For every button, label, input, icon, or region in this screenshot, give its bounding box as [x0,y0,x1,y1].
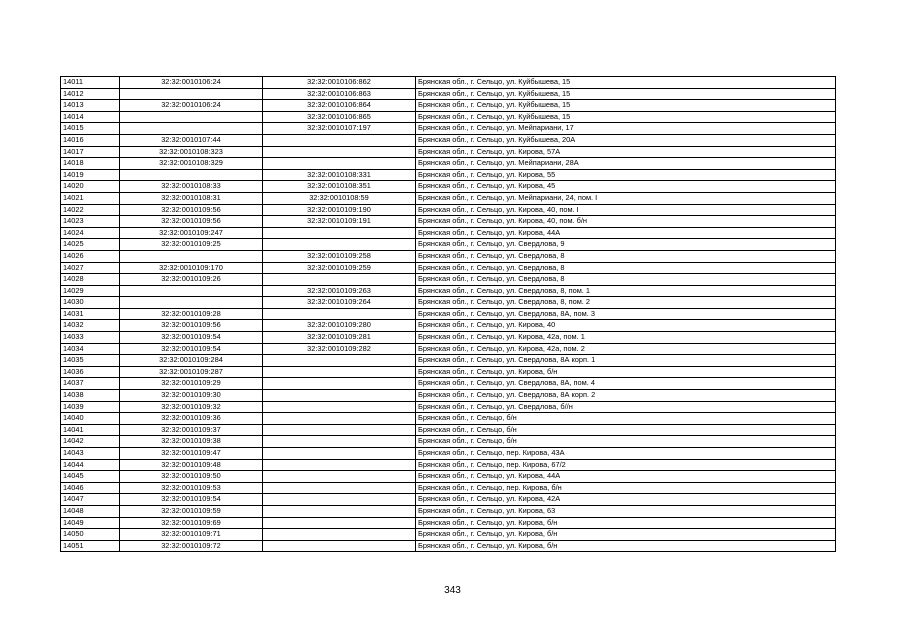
table-row [61,100,836,112]
row-number-cell: 14019 [61,169,120,181]
parcel-cadastral-number-cell: 32:32:0010109:54 [120,494,263,506]
table-row [61,250,836,262]
object-cadastral-number-cell [263,540,416,552]
address-cell: Брянская обл., г. Сельцо, ул. Кирова, 42а, пом. 1 [416,332,836,344]
object-cadastral-number-cell [263,436,416,448]
parcel-cadastral-number-cell: 32:32:0010108:329 [120,158,263,170]
table-row [61,401,836,413]
parcel-cadastral-number-cell: 32:32:0010109:287 [120,366,263,378]
table-row [61,355,836,367]
address-cell: Брянская обл., г. Сельцо, ул. Кирова, б/н [416,517,836,529]
address-cell: Брянская обл., г. Сельцо, ул. Куйбышева, 20А [416,134,836,146]
address-cell: Брянская обл., г. Сельцо, ул. Свердлова, 8 [416,262,836,274]
object-cadastral-number-cell [263,517,416,529]
table-row [61,192,836,204]
parcel-cadastral-number-cell: 32:32:0010109:36 [120,413,263,425]
object-cadastral-number-cell: 32:32:0010109:263 [263,285,416,297]
address-cell: Брянская обл., г. Сельцо, ул. Свердлова, б//н [416,401,836,413]
address-cell: Брянская обл., г. Сельцо, ул. Кирова, 45 [416,181,836,193]
object-cadastral-number-cell [263,494,416,506]
parcel-cadastral-number-cell: 32:32:0010109:72 [120,540,263,552]
table-row [61,146,836,158]
address-cell: Брянская обл., г. Сельцо, пер. Кирова, б/н [416,482,836,494]
address-cell: Брянская обл., г. Сельцо, ул. Кирова, б/н [416,366,836,378]
object-cadastral-number-cell: 32:32:0010106:865 [263,111,416,123]
address-cell: Брянская обл., г. Сельцо, ул. Кирова, 63 [416,505,836,517]
row-number-cell: 14027 [61,262,120,274]
parcel-cadastral-number-cell: 32:32:0010108:323 [120,146,263,158]
address-cell: Брянская обл., г. Сельцо, ул. Кирова, б/н [416,529,836,541]
object-cadastral-number-cell [263,239,416,251]
address-cell: Брянская обл., г. Сельцо, ул. Свердлова, 8А корп. 1 [416,355,836,367]
address-cell: Брянская обл., г. Сельцо, ул. Кирова, 42а, пом. 2 [416,343,836,355]
row-number-cell: 14013 [61,100,120,112]
row-number-cell: 14034 [61,343,120,355]
parcel-cadastral-number-cell: 32:32:0010109:71 [120,529,263,541]
parcel-cadastral-number-cell [120,111,263,123]
table-row [61,134,836,146]
address-cell: Брянская обл., г. Сельцо, пер. Кирова, 67/2 [416,459,836,471]
row-number-cell: 14043 [61,448,120,460]
table-row [61,494,836,506]
row-number-cell: 14016 [61,134,120,146]
row-number-cell: 14017 [61,146,120,158]
row-number-cell: 14049 [61,517,120,529]
row-number-cell: 14035 [61,355,120,367]
table-row [61,88,836,100]
parcel-cadastral-number-cell: 32:32:0010109:53 [120,482,263,494]
row-number-cell: 14020 [61,181,120,193]
table-row [61,308,836,320]
object-cadastral-number-cell: 32:32:0010107:197 [263,123,416,135]
row-number-cell: 14033 [61,332,120,344]
address-cell: Брянская обл., г. Сельцо, ул. Кирова, 44А [416,471,836,483]
address-cell: Брянская обл., г. Сельцо, ул. Свердлова, 8 [416,250,836,262]
parcel-cadastral-number-cell [120,123,263,135]
address-cell: Брянская обл., г. Сельцо, ул. Свердлова, 8А, пом. 3 [416,308,836,320]
table-row [61,181,836,193]
table-row [61,471,836,483]
object-cadastral-number-cell [263,529,416,541]
parcel-cadastral-number-cell: 32:32:0010109:69 [120,517,263,529]
table-row [61,216,836,228]
address-cell: Брянская обл., г. Сельцо, ул. Кирова, 40, пом. I [416,204,836,216]
object-cadastral-number-cell [263,448,416,460]
row-number-cell: 14018 [61,158,120,170]
object-cadastral-number-cell: 32:32:0010108:331 [263,169,416,181]
address-cell: Брянская обл., г. Сельцо, ул. Куйбышева, 15 [416,100,836,112]
address-cell: Брянская обл., г. Сельцо, ул. Кирова, 40 [416,320,836,332]
address-cell: Брянская обл., г. Сельцо, ул. Мейпариани, 28А [416,158,836,170]
object-cadastral-number-cell [263,146,416,158]
address-cell: Брянская обл., г. Сельцо, б/н [416,436,836,448]
table-row [61,378,836,390]
address-cell: Брянская обл., г. Сельцо, ул. Кирова, 57А [416,146,836,158]
row-number-cell: 14011 [61,77,120,89]
table-row [61,262,836,274]
address-cell: Брянская обл., г. Сельцо, ул. Свердлова, 8 [416,274,836,286]
row-number-cell: 14051 [61,540,120,552]
parcel-cadastral-number-cell: 32:32:0010109:29 [120,378,263,390]
table-row [61,448,836,460]
parcel-cadastral-number-cell: 32:32:0010107:44 [120,134,263,146]
row-number-cell: 14023 [61,216,120,228]
row-number-cell: 14042 [61,436,120,448]
row-number-cell: 14039 [61,401,120,413]
row-number-cell: 14030 [61,297,120,309]
row-number-cell: 14012 [61,88,120,100]
object-cadastral-number-cell: 32:32:0010106:863 [263,88,416,100]
object-cadastral-number-cell: 32:32:0010108:59 [263,192,416,204]
parcel-cadastral-number-cell: 32:32:0010109:56 [120,204,263,216]
row-number-cell: 14041 [61,424,120,436]
row-number-cell: 14028 [61,274,120,286]
table-row [61,390,836,402]
row-number-cell: 14014 [61,111,120,123]
table-row [61,424,836,436]
row-number-cell: 14031 [61,308,120,320]
address-cell: Брянская обл., г. Сельцо, ул. Свердлова, 9 [416,239,836,251]
object-cadastral-number-cell [263,134,416,146]
row-number-cell: 14048 [61,505,120,517]
address-cell: Брянская обл., г. Сельцо, ул. Кирова, 55 [416,169,836,181]
object-cadastral-number-cell [263,413,416,425]
parcel-cadastral-number-cell [120,285,263,297]
table-row [61,482,836,494]
table-row [61,169,836,181]
address-cell: Брянская обл., г. Сельцо, ул. Свердлова, 8А корп. 2 [416,390,836,402]
parcel-cadastral-number-cell: 32:32:0010109:30 [120,390,263,402]
object-cadastral-number-cell [263,401,416,413]
parcel-cadastral-number-cell: 32:32:0010108:31 [120,192,263,204]
object-cadastral-number-cell [263,366,416,378]
row-number-cell: 14024 [61,227,120,239]
row-number-cell: 14022 [61,204,120,216]
object-cadastral-number-cell: 32:32:0010106:864 [263,100,416,112]
object-cadastral-number-cell [263,390,416,402]
address-cell: Брянская обл., г. Сельцо, б/н [416,424,836,436]
object-cadastral-number-cell: 32:32:0010109:259 [263,262,416,274]
table-row [61,123,836,135]
table-row [61,332,836,344]
table-row [61,111,836,123]
object-cadastral-number-cell [263,424,416,436]
row-number-cell: 14046 [61,482,120,494]
address-cell: Брянская обл., г. Сельцо, пер. Кирова, 43А [416,448,836,460]
address-cell: Брянская обл., г. Сельцо, ул. Кирова, 44А [416,227,836,239]
table-row [61,320,836,332]
row-number-cell: 14037 [61,378,120,390]
address-cell: Брянская обл., г. Сельцо, ул. Мейпариани, 24, пом. I [416,192,836,204]
table-row [61,529,836,541]
address-cell: Брянская обл., г. Сельцо, ул. Кирова, 40, пом. б/н [416,216,836,228]
object-cadastral-number-cell [263,308,416,320]
object-cadastral-number-cell [263,482,416,494]
object-cadastral-number-cell: 32:32:0010109:282 [263,343,416,355]
parcel-cadastral-number-cell: 32:32:0010109:50 [120,471,263,483]
object-cadastral-number-cell: 32:32:0010109:191 [263,216,416,228]
address-cell: Брянская обл., г. Сельцо, б/н [416,413,836,425]
table-row [61,517,836,529]
address-cell: Брянская обл., г. Сельцо, ул. Свердлова, 8, пом. 2 [416,297,836,309]
register-table-body [61,77,836,552]
object-cadastral-number-cell [263,227,416,239]
table-row [61,297,836,309]
table-row [61,436,836,448]
parcel-cadastral-number-cell: 32:32:0010109:47 [120,448,263,460]
parcel-cadastral-number-cell: 32:32:0010109:247 [120,227,263,239]
parcel-cadastral-number-cell: 32:32:0010109:26 [120,274,263,286]
row-number-cell: 14025 [61,239,120,251]
parcel-cadastral-number-cell: 32:32:0010106:24 [120,77,263,89]
table-row [61,158,836,170]
table-row [61,366,836,378]
address-cell: Брянская обл., г. Сельцо, ул. Кирова, 42А [416,494,836,506]
object-cadastral-number-cell: 32:32:0010109:280 [263,320,416,332]
object-cadastral-number-cell [263,274,416,286]
parcel-cadastral-number-cell: 32:32:0010109:56 [120,216,263,228]
address-cell: Брянская обл., г. Сельцо, ул. Кирова, б/н [416,540,836,552]
row-number-cell: 14040 [61,413,120,425]
address-cell: Брянская обл., г. Сельцо, ул. Мейпариани, 17 [416,123,836,135]
object-cadastral-number-cell [263,158,416,170]
parcel-cadastral-number-cell [120,250,263,262]
address-cell: Брянская обл., г. Сельцо, ул. Свердлова, 8, пом. 1 [416,285,836,297]
parcel-cadastral-number-cell: 32:32:0010109:38 [120,436,263,448]
object-cadastral-number-cell: 32:32:0010108:351 [263,181,416,193]
table-row [61,239,836,251]
row-number-cell: 14026 [61,250,120,262]
parcel-cadastral-number-cell: 32:32:0010109:32 [120,401,263,413]
table-row [61,227,836,239]
parcel-cadastral-number-cell: 32:32:0010109:28 [120,308,263,320]
row-number-cell: 14032 [61,320,120,332]
table-row [61,343,836,355]
parcel-cadastral-number-cell: 32:32:0010109:48 [120,459,263,471]
parcel-cadastral-number-cell: 32:32:0010106:24 [120,100,263,112]
parcel-cadastral-number-cell: 32:32:0010109:56 [120,320,263,332]
object-cadastral-number-cell: 32:32:0010109:264 [263,297,416,309]
address-cell: Брянская обл., г. Сельцо, ул. Свердлова, 8А, пом. 4 [416,378,836,390]
table-row [61,413,836,425]
parcel-cadastral-number-cell: 32:32:0010109:25 [120,239,263,251]
object-cadastral-number-cell [263,471,416,483]
parcel-cadastral-number-cell: 32:32:0010109:59 [120,505,263,517]
parcel-cadastral-number-cell [120,169,263,181]
parcel-cadastral-number-cell: 32:32:0010109:54 [120,332,263,344]
row-number-cell: 14045 [61,471,120,483]
table-row [61,285,836,297]
parcel-cadastral-number-cell: 32:32:0010109:284 [120,355,263,367]
object-cadastral-number-cell: 32:32:0010109:190 [263,204,416,216]
parcel-cadastral-number-cell: 32:32:0010109:37 [120,424,263,436]
row-number-cell: 14050 [61,529,120,541]
property-register-table [60,76,836,552]
table-row [61,204,836,216]
object-cadastral-number-cell [263,378,416,390]
object-cadastral-number-cell [263,459,416,471]
parcel-cadastral-number-cell [120,297,263,309]
page-number: 343 [444,585,461,596]
address-cell: Брянская обл., г. Сельцо, ул. Куйбышева, 15 [416,111,836,123]
row-number-cell: 14047 [61,494,120,506]
table-row [61,540,836,552]
parcel-cadastral-number-cell: 32:32:0010109:54 [120,343,263,355]
row-number-cell: 14015 [61,123,120,135]
row-number-cell: 14029 [61,285,120,297]
parcel-cadastral-number-cell: 32:32:0010109:170 [120,262,263,274]
table-row [61,459,836,471]
parcel-cadastral-number-cell [120,88,263,100]
address-cell: Брянская обл., г. Сельцо, ул. Куйбышева, 15 [416,77,836,89]
object-cadastral-number-cell [263,355,416,367]
object-cadastral-number-cell [263,505,416,517]
row-number-cell: 14021 [61,192,120,204]
object-cadastral-number-cell: 32:32:0010109:258 [263,250,416,262]
table-row [61,77,836,89]
row-number-cell: 14036 [61,366,120,378]
object-cadastral-number-cell: 32:32:0010106:862 [263,77,416,89]
address-cell: Брянская обл., г. Сельцо, ул. Куйбышева, 15 [416,88,836,100]
table-row [61,505,836,517]
object-cadastral-number-cell: 32:32:0010109:281 [263,332,416,344]
table-row [61,274,836,286]
row-number-cell: 14044 [61,459,120,471]
row-number-cell: 14038 [61,390,120,402]
parcel-cadastral-number-cell: 32:32:0010108:33 [120,181,263,193]
